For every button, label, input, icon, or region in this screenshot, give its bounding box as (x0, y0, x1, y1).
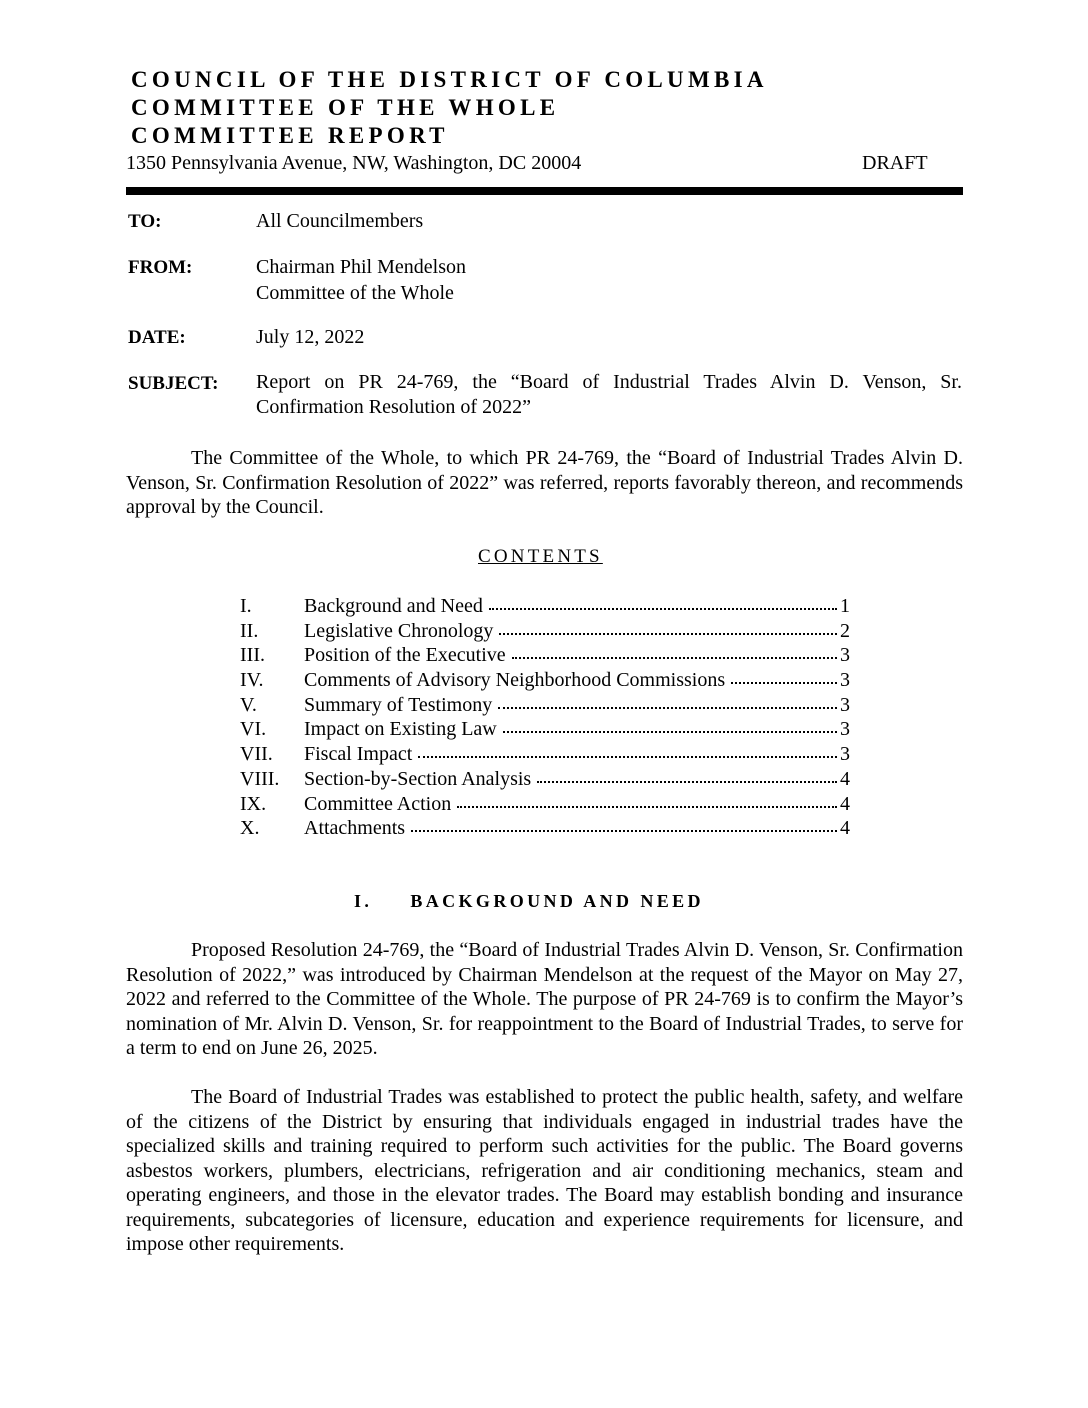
toc-item-number: III. (240, 644, 265, 667)
background-paragraph-1: Proposed Resolution 24-769, the “Board of Industrial Trades Alvin D. Venson, Sr. Confirmation Resolution of 2022,” was introduced by Chairman Mendelson at the request of the Mayor on May 27, 2022 and referred to the Committee of the Whole. The purpose of PR 24-769 is to confirm the Mayor’s nomination of Mr. Alvin D. Venson, Sr. for reappointment to the Board of Industrial Trades, to serve for a term to end on June 26, 2025. (126, 939, 963, 1059)
toc-item[interactable] (240, 792, 850, 817)
header-report: COMMITTEE REPORT (131, 123, 449, 148)
toc-item-title: Summary of Testimony (304, 693, 493, 716)
contents-title: CONTENTS (478, 546, 603, 567)
to-label: TO: (128, 211, 162, 232)
toc-leader-dots (503, 731, 837, 733)
toc-item[interactable] (240, 767, 850, 792)
draft-label: DRAFT (862, 152, 928, 174)
section-heading (354, 889, 704, 913)
toc-item-title: Section-by-Section Analysis (304, 767, 532, 790)
from-value-committee: Committee of the Whole (256, 282, 454, 304)
toc-item-page: 4 (840, 792, 850, 815)
from-label: FROM: (128, 257, 193, 278)
toc-leader-dots (512, 657, 837, 659)
toc-item-number: VII. (240, 743, 273, 766)
toc-item-page: 3 (840, 743, 850, 766)
toc-leader-dots (498, 707, 837, 709)
toc-item-title: Fiscal Impact (304, 743, 413, 766)
toc-leader-dots (418, 756, 837, 758)
toc-leader-dots (499, 633, 837, 635)
toc-item[interactable] (240, 717, 850, 742)
toc-item[interactable] (240, 742, 850, 767)
toc-item-page: 4 (840, 817, 850, 840)
toc-item-title: Attachments (304, 817, 406, 840)
background-paragraph-2: The Board of Industrial Trades was established to protect the public health, safety, and welfare of the citizens of the District by ensuring that individuals engaged in industrial trades have the specialized skills and training required to perform such activities for the public. The Board governs asbestos workers, plumbers, electricians, refrigeration and air conditioning mechanics, steam and operating engineers, and those in the elevator trades. The Board may establish bonding and insurance requirements, subcategories of licensure, education and experience requirements for licensure, and impose other requirements. (126, 1086, 963, 1255)
toc-leader-dots (731, 682, 837, 684)
toc-item-number: IX. (240, 792, 267, 815)
toc-item-page: 3 (840, 669, 850, 692)
toc-leader-dots (537, 781, 837, 783)
toc-leader-dots (457, 806, 837, 808)
toc-item-page: 3 (840, 644, 850, 667)
section-number: I. (354, 891, 373, 911)
section-title: BACKGROUND AND NEED (410, 891, 704, 911)
subject-label: SUBJECT: (128, 373, 219, 394)
toc-item-number: IV. (240, 669, 264, 692)
toc-item-number: II. (240, 619, 259, 642)
toc-item-page: 4 (840, 767, 850, 790)
toc-item-title: Committee Action (304, 792, 452, 815)
toc-item-page: 1 (840, 595, 850, 617)
toc-item-number: VIII. (240, 767, 280, 790)
toc-item-title: Background and Need (304, 595, 483, 617)
toc-item[interactable] (240, 816, 850, 841)
toc-item[interactable] (240, 643, 850, 668)
toc-item-page: 3 (840, 718, 850, 741)
date-label: DATE: (128, 327, 186, 348)
subject-value: Report on PR 24-769, the “Board of Industrial Trades Alvin D. Venson, Sr. Confirmation Resolution of 2022” (256, 371, 962, 418)
toc-item-page: 2 (840, 619, 850, 642)
toc-item[interactable] (240, 693, 850, 718)
toc-leader-dots (411, 830, 837, 832)
header-council: COUNCIL OF THE DISTRICT OF COLUMBIA (131, 67, 768, 92)
toc-item[interactable] (240, 594, 850, 619)
from-value-name: Chairman Phil Mendelson (256, 256, 466, 278)
toc-item-title: Comments of Advisory Neighborhood Commissions (304, 669, 726, 692)
toc-item[interactable] (240, 668, 850, 693)
toc-leader-dots (489, 608, 837, 610)
date-value: July 12, 2022 (256, 326, 365, 348)
toc-item-number: V. (240, 693, 257, 716)
intro-paragraph: The Committee of the Whole, to which PR 24-769, the “Board of Industrial Trades Alvin D. Venson, Sr. Confirmation Resolution of 2022” was referred, reports favorably thereon, and recommends approval by the Council. (126, 447, 963, 518)
toc-item[interactable] (240, 619, 850, 644)
toc-item-number: VI. (240, 718, 267, 741)
toc-item-title: Legislative Chronology (304, 619, 494, 642)
toc-item-title: Position of the Executive (304, 644, 506, 667)
header-address: 1350 Pennsylvania Avenue, NW, Washington, DC 20004 (126, 152, 582, 174)
header-committee: COMMITTEE OF THE WHOLE (131, 95, 560, 120)
table-of-contents (240, 594, 850, 841)
toc-item-title: Impact on Existing Law (304, 718, 497, 741)
toc-item-number: X. (240, 817, 260, 840)
toc-item-number: I. (240, 595, 252, 617)
to-value: All Councilmembers (256, 210, 424, 232)
header-rule (126, 187, 963, 195)
toc-item-page: 3 (840, 693, 850, 716)
